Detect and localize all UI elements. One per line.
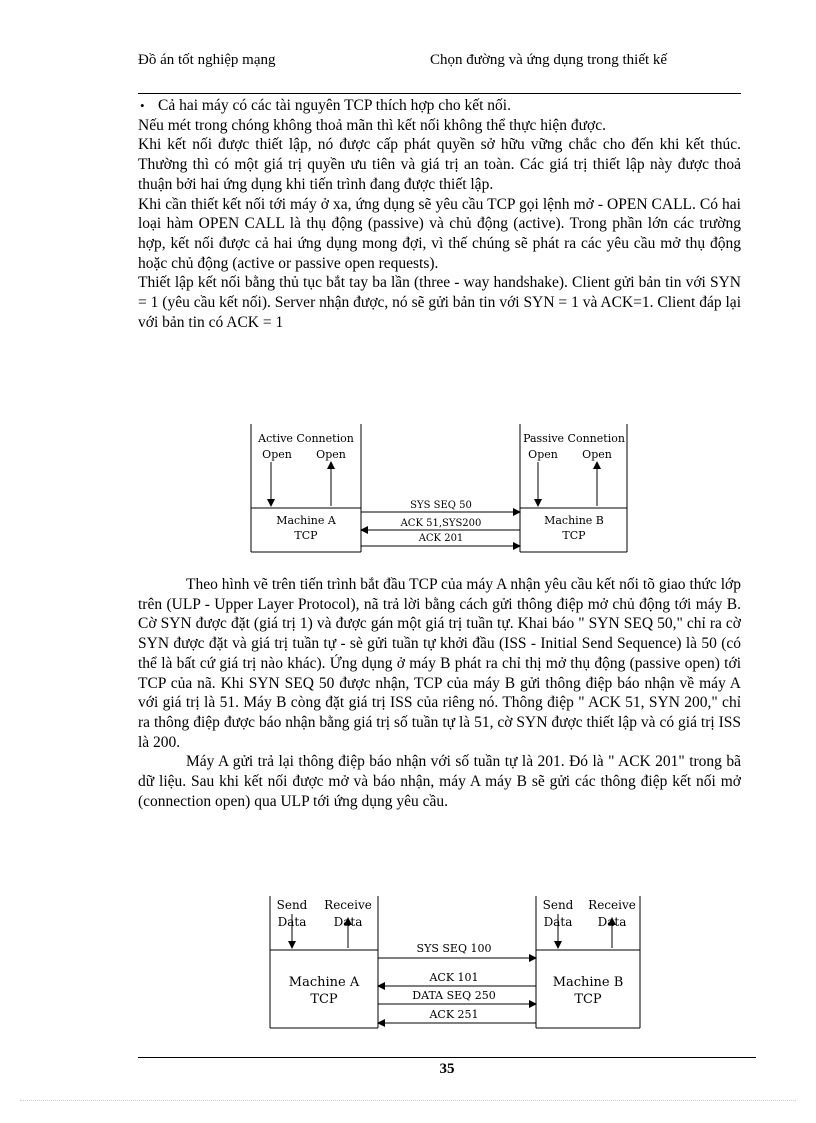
body-text-middle <box>138 575 741 811</box>
left-machine-label: Machine A <box>288 975 360 990</box>
msg-ack-251: ACK 251 <box>429 1008 479 1021</box>
bullet-item <box>138 96 741 116</box>
left-data-label-2: Data <box>333 915 363 929</box>
left-title: Active Connetion <box>258 432 354 445</box>
page-bottom-dotted-line <box>20 1100 796 1101</box>
paragraph-4: Khi cần thiết kết nối tới máy ở xa, ứng dụng sẽ yêu cầu TCP gọi lệnh mở - OPEN CALL. Có hai loại hàm OPEN CALL là thụ động (passive) và chủ động (active). Trong phần lớn các trường hợp, kết nối được cả hai ứng dụng mong đợi, vì thế chúng sẽ phát ra các yêu cầu mở thụ động hoặc chủ động (active or passive open requests). <box>138 195 741 272</box>
handshake-diagram-svg <box>245 420 635 555</box>
header-rule <box>138 93 741 94</box>
msg-syn-seq-50: SYS SEQ 50 <box>410 500 472 511</box>
left-receive-label: Receive <box>324 898 372 912</box>
page-number: 35 <box>439 1061 455 1077</box>
paragraph-2: Nếu mét trong chóng không thoả mãn thì kết nối không thể thực hiện được. <box>138 116 606 134</box>
left-data-label-1: Data <box>277 915 307 929</box>
bullet-text: Cả hai máy có các tài nguyên TCP thích hợp cho kết nối. <box>158 97 511 114</box>
right-title: Passive Connetion <box>523 432 625 445</box>
header-right: Chọn đường và ứng dụng trong thiết kế <box>430 52 668 68</box>
handshake-diagram <box>245 420 635 555</box>
header-left: Đồ án tốt nghiệp mạng <box>138 52 276 68</box>
left-send-label: Send <box>276 898 308 912</box>
right-box-line1: Machine B <box>544 514 604 527</box>
msg-sys-seq-100: SYS SEQ 100 <box>416 942 492 955</box>
right-data-label-2: Data <box>597 915 627 929</box>
left-tcp-label: TCP <box>310 992 338 1007</box>
paragraph-7: Máy A gửi trả lại thông điệp báo nhận với số tuần tự là 201. Đó là " ACK 201" trong bã dữ liệu. Sau khi kết nối được mở và báo nhận, máy A máy B sẽ gửi các thông điệp kết nối mở (connection open) qua ULP tới ứng dụng yêu cầu. <box>138 753 741 810</box>
msg-ack-101: ACK 101 <box>429 971 479 984</box>
right-data-label-1: Data <box>543 915 573 929</box>
data-transfer-diagram-svg <box>262 892 647 1032</box>
data-transfer-diagram <box>262 892 647 1032</box>
left-box-line1: Machine A <box>276 514 336 527</box>
left-open-2: Open <box>316 448 346 461</box>
msg-ack-201: ACK 201 <box>418 533 464 544</box>
right-open-1: Open <box>528 448 558 461</box>
left-open-1: Open <box>262 448 292 461</box>
right-open-2: Open <box>582 448 612 461</box>
right-machine-label: Machine B <box>552 975 624 990</box>
footer-rule <box>138 1057 756 1058</box>
right-send-label: Send <box>542 898 574 912</box>
right-tcp-label: TCP <box>574 992 602 1007</box>
msg-ack-51-syn-200: ACK 51,SYS200 <box>400 518 482 529</box>
paragraph-3: Khi kết nối được thiết lập, nó được cấp phát quyền sở hữu vững chắc cho đến khi kết thúc. Thường thì có một giá trị quyền ưu tiên và giá trị an toàn. Các giá trị thiết lập này được thoả thuận bởi hai ứng dụng khi tiến trình đang được thiết lập. <box>138 136 741 193</box>
paragraph-5: Thiết lập kết nối bằng thủ tục bắt tay ba lần (three - way handshake). Client gửi bản tin với SYN = 1 (yêu cầu kết nối). Server nhận được, nó sẽ gửi bản tin với SYN = 1 và ACK=1. Client đáp lại với bản tin có ACK = 1 <box>138 274 741 331</box>
right-box-line2: TCP <box>562 529 586 542</box>
body-text-top <box>138 96 741 332</box>
right-receive-label: Receive <box>588 898 636 912</box>
msg-data-seq-250: DATA SEQ 250 <box>412 989 496 1002</box>
bullet-icon: • <box>140 98 145 113</box>
paragraph-6: Theo hình vẽ trên tiến trình bắt đầu TCP của máy A nhận yêu cầu kết nối tõ giao thức lớp trên (ULP - Upper Layer Protocol), nã trả lời bằng cách gửi thông điệp mở chủ động tới máy B. Cờ SYN được đặt (giá trị 1) và được gán một giá trị tuần tự. Khai báo " SYN SEQ 50," chỉ ra cờ SYN được đặt và giá trị tuần tự - sè gửi tuần tự khởi đầu (ISS - Initial Send Sequence) là 50 (có thể là bất cứ giá trị nào khác). Ứng dụng ở máy B phát ra chỉ thị mở thụ động (passive open) tới TCP của nã. Khi SYN SEQ 50 được nhận, TCP của máy B gửi thông điệp báo nhận về máy A với giá trị là 51. Máy B còng đặt giá trị ISS của riêng nó. Thông điệp " ACK 51, SYN 200," chỉ ra thông điệp được báo nhận bằng giá trị số tuần tự là 51, cờ SYN được thiết lập và có giá trị ISS là 200. <box>138 576 741 751</box>
left-box-line2: TCP <box>294 529 318 542</box>
